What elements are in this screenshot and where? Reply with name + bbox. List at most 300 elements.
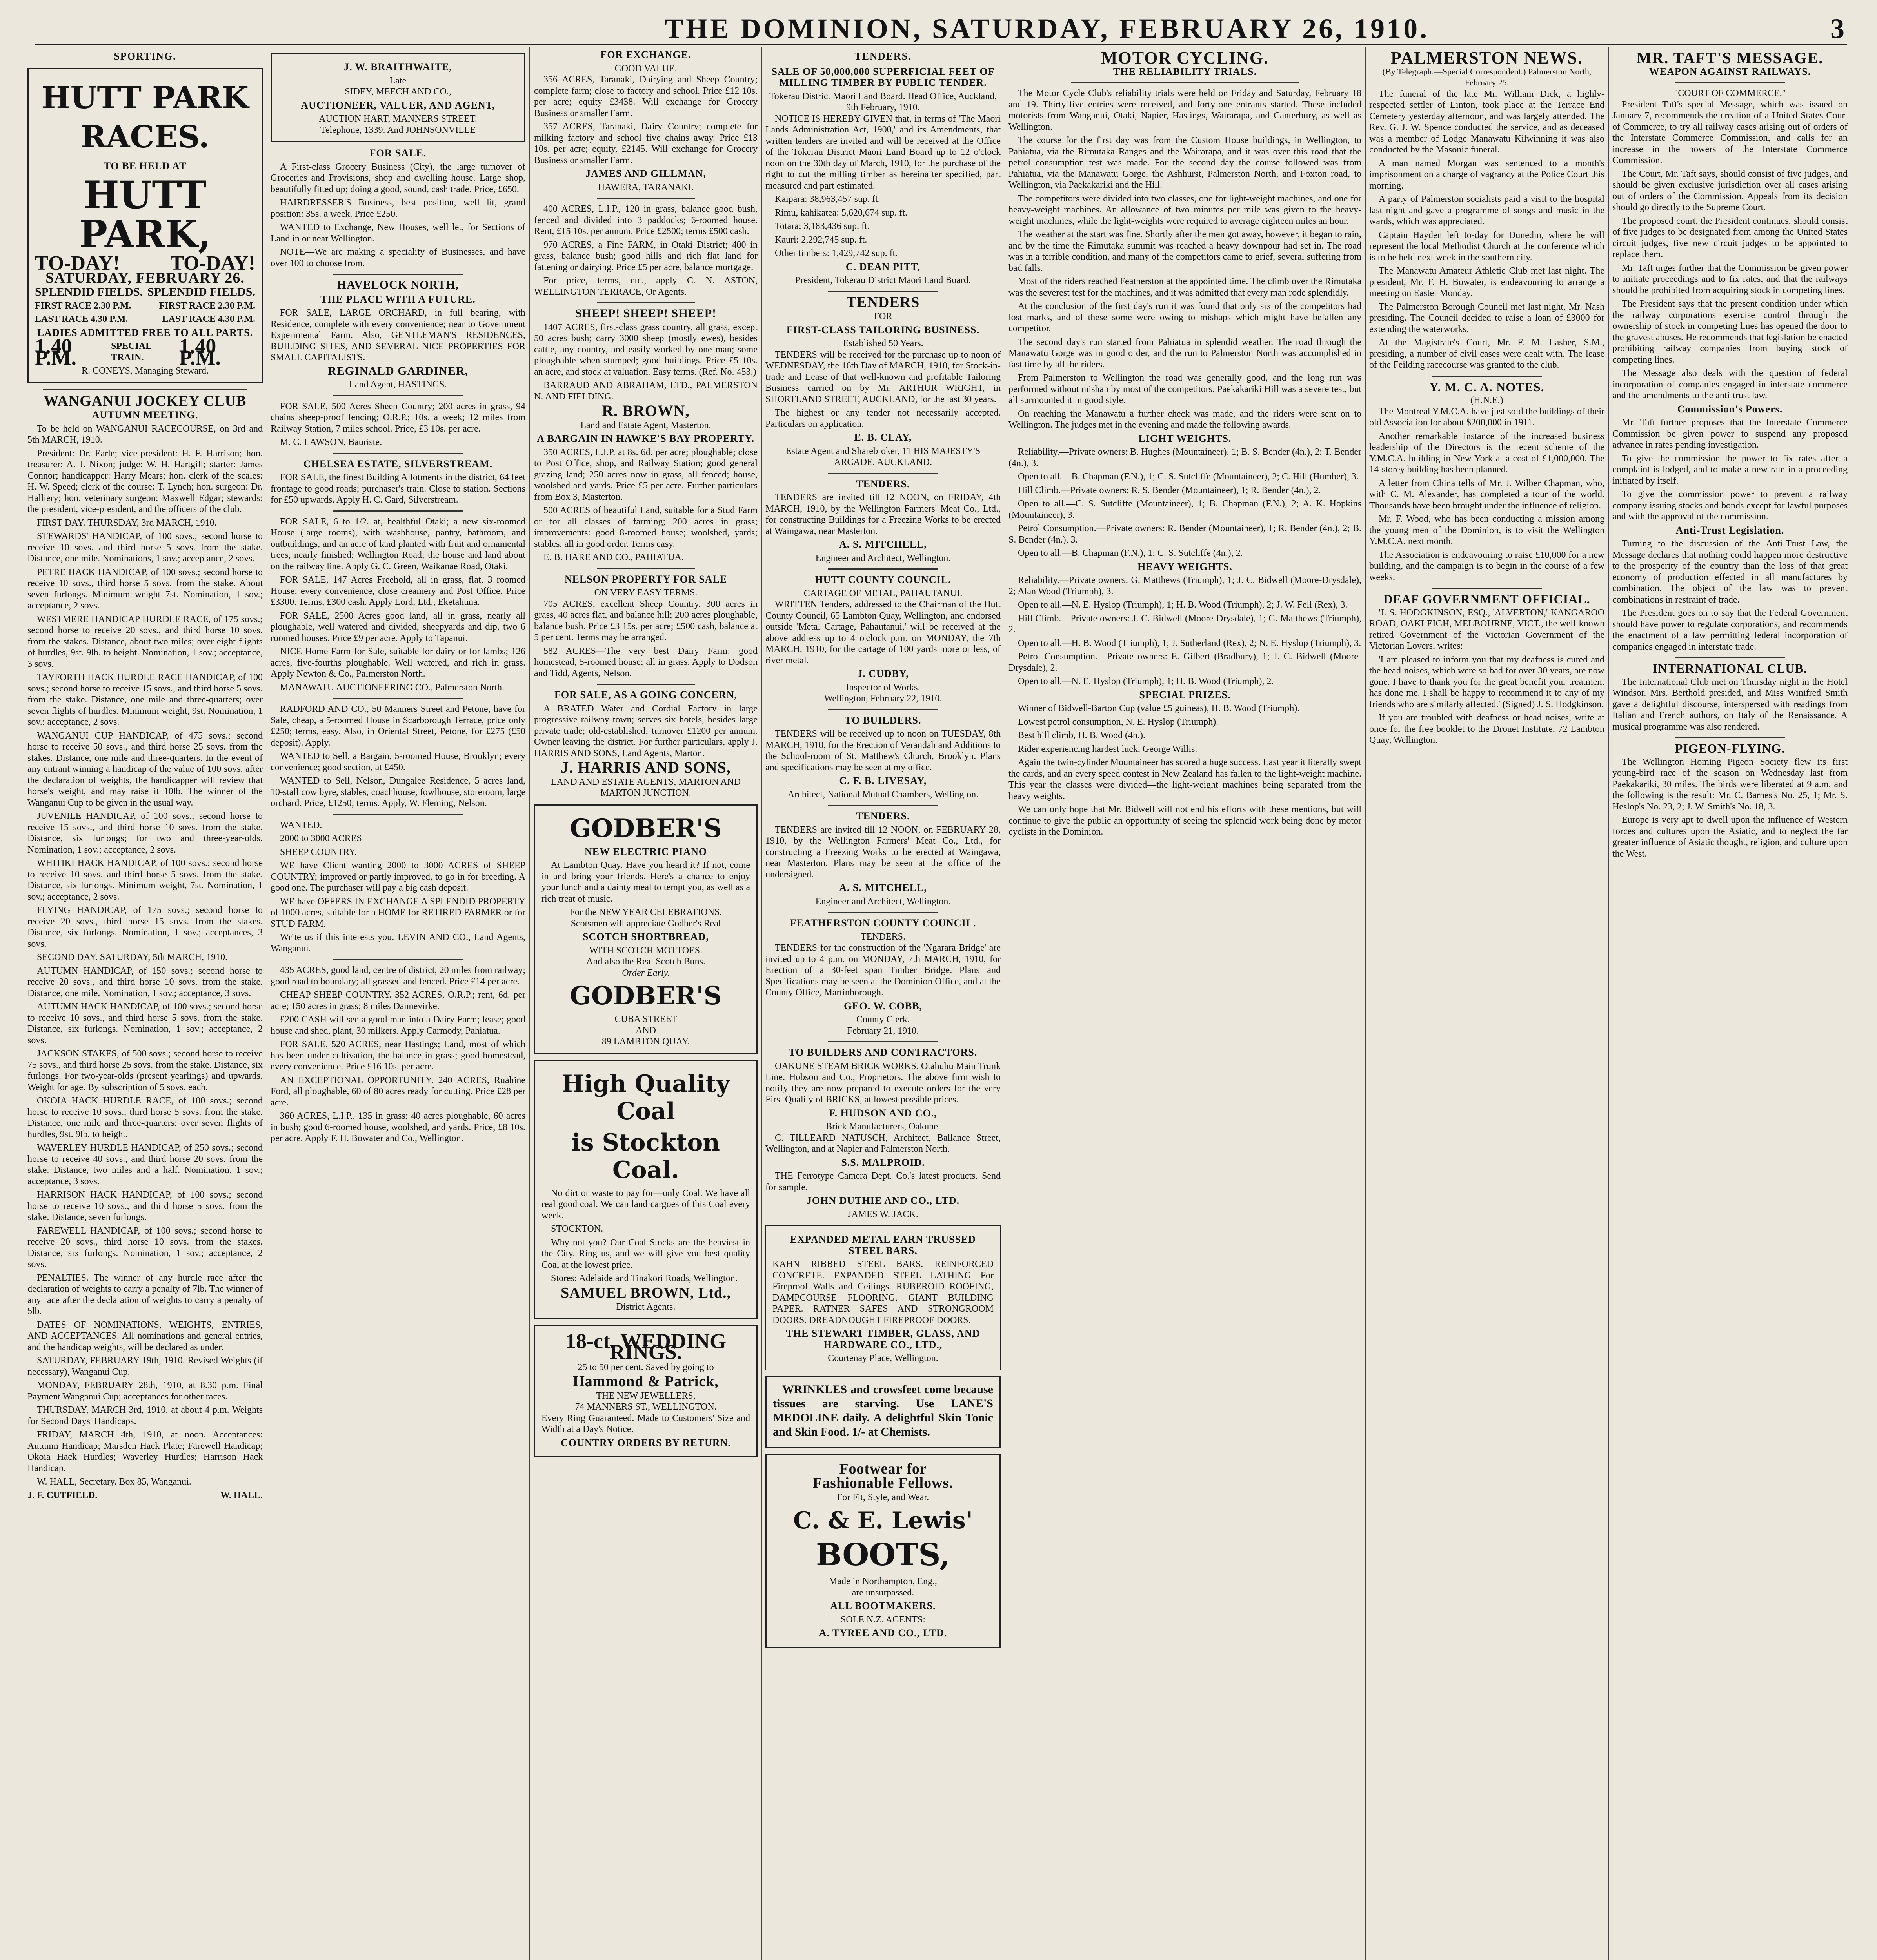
paragraph: 435 ACRES, good land, centre of district, 20 miles from railway; good road to boundary; all grassed and fenced. Price £14 per acre. xyxy=(271,965,525,987)
paragraph: FOR SALE, 147 Acres Freehold, all in grass, flat, 3 roomed House; every convenience, close creamery and Post Office. Price £3300. Terms, £300 cash. Apply Lord, Ltd., Eketahuna. xyxy=(271,575,525,607)
column-taft xyxy=(1612,47,1848,1960)
today-left: TO-DAY! xyxy=(35,252,120,274)
motor-title: MOTOR CYCLING. xyxy=(1101,48,1269,67)
godber-addr3: 89 LAMBTON QUAY. xyxy=(601,1036,690,1047)
motor-sub: THE RELIABILITY TRIALS. xyxy=(1113,65,1257,77)
tenders3-title: TENDERS. xyxy=(856,810,910,822)
godber-mottoes: WITH SCOTCH MOTTOES. xyxy=(589,945,703,956)
clay-sub: Estate Agent and Sharebroker, 11 HIS MAJESTY'S ARCADE, AUCKLAND. xyxy=(785,446,981,467)
mitchell-sub: Engineer and Architect, Wellington. xyxy=(815,553,951,563)
paragraph: Open to all.—N. E. Hyslop (Triumph), 1; H. B. Wood (Triumph), 2. xyxy=(1018,676,1274,686)
last-race-right: LAST RACE 4.30 P.M. xyxy=(162,314,255,324)
godber-title-2: GODBER'S xyxy=(570,981,722,1011)
divider xyxy=(828,709,938,710)
special-results xyxy=(1008,703,1361,755)
wedding-rings-ad xyxy=(534,1325,758,1458)
nelson-sub: ON VERY EASY TERMS. xyxy=(594,588,698,598)
lewis-boots-ad xyxy=(765,1454,1001,1648)
taft-body xyxy=(1612,99,1848,401)
motor-tail xyxy=(1008,757,1361,838)
boots-l2: Fashionable Fellows. xyxy=(813,1475,953,1491)
divider xyxy=(828,912,938,913)
nelson-title: NELSON PROPERTY FOR SALE xyxy=(564,573,727,585)
table-row: Rimu, kahikatea: 5,620,674 sup. ft. xyxy=(775,207,907,218)
fields-right: SPLENDID FIELDS. xyxy=(147,285,255,298)
farms-list xyxy=(271,516,525,693)
intl-body xyxy=(1612,677,1848,733)
column-houses-land xyxy=(534,47,758,1960)
divider xyxy=(597,302,695,303)
mitchell2-sub: Engineer and Architect, Wellington. xyxy=(815,896,951,907)
rings-firm: Hammond & Patrick, xyxy=(573,1373,719,1390)
for-sale-body xyxy=(271,162,525,269)
paragraph: 500 ACRES of beautiful Land, suitable for a Stud Farm or for all classes of farming; 200 acres in grass; improvements: good 8-roomed house; woolshed, yards; stables, all in good order. Terms easy. xyxy=(534,505,758,549)
divider xyxy=(1071,82,1299,83)
paragraph: Petrol Consumption.—Private owners: E. Gilbert (Bradbury), 1; J. C. Bidwell (Moore-Drysdale), 2. xyxy=(1008,652,1361,673)
paragraph: RADFORD AND CO., 50 Manners Street and Petone, have for Sale, cheap, a 5-roomed House in Scarborough Terrace, price only £250; terms, easy. Also, in Oriental Street, Petone, for £275 (£50 deposit). Apply. xyxy=(271,704,525,748)
radford-ad xyxy=(271,704,525,809)
paragraph: TAYFORTH HACK HURDLE RACE HANDICAP, of 100 sovs.; second horse to receive 15 sovs., and third horse 5 sovs. from the stake. Distance, one mile and three-quarters; over seven flights of hurdles. Minimum weight, 9st. Nomination, 1 sov.; acceptance, 2 sovs. xyxy=(27,672,263,727)
godber-order: Order Early. xyxy=(622,967,670,978)
rings-sub: 25 to 50 per cent. Saved by going to xyxy=(578,1362,714,1372)
clay-name: E. B. CLAY, xyxy=(854,432,912,443)
column-palmerston xyxy=(1369,47,1604,1960)
paragraph: WANGANUI CUP HANDICAP, of 475 sovs.; second horse to receive 50 sovs., and third horse 25 sovs. from the stakes. Distance, one mile and three-quarters. In the event of any entrant winning a handicap of the value of 100 sovs. after the declaration of weights, the handicapper will review that horse's weight, and may raise it 10lb. The winner of the Wanganui Cup to be given in the usual way. xyxy=(27,730,263,808)
fields-left: SPLENDID FIELDS. xyxy=(35,285,143,298)
exchange-title: FOR EXCHANGE. xyxy=(600,49,691,60)
gardiner-name: REGINALD GARDINER, xyxy=(327,364,469,377)
palmerston-body xyxy=(1369,89,1604,371)
chelsea-title: CHELSEA ESTATE, SILVERSTREAM. xyxy=(303,458,493,470)
timber-sale-sub: Tokerau District Maori Land Board. Head Office, Auckland, 9th February, 1910. xyxy=(769,91,997,113)
paragraph: Reliability.—Private owners: G. Matthews (Triumph), 1; J. C. Bidwell (Moore-Drysdale), 2; Alan Wood (Triumph), 3. xyxy=(1008,575,1361,597)
paragraph: Hill Climb.—Private owners: R. S. Bender (Mountaineer), 1; R. Bender (4n.), 2. xyxy=(1018,485,1321,495)
wanganui-title: WANGANUI JOCKEY CLUB xyxy=(44,392,247,409)
paragraph: AUTUMN HACK HANDICAP, of 100 sovs.; second horse to receive 10 sovs., and third horse 5 sovs. from the stake. Distance, six furlongs. Nomination, 1 sov.; acceptance, 2 sovs. xyxy=(27,1002,263,1045)
first-race-right: FIRST RACE 2.30 P.M. xyxy=(159,300,255,311)
divider xyxy=(333,274,463,275)
sheep-title: SHEEP! SHEEP! SHEEP! xyxy=(575,307,717,320)
paragraph: CHEAP SHEEP COUNTRY. 352 ACRES, O.R.P.; rent, 6d. per acre; 150 acres in grass; 8 miles Dannevirke. xyxy=(271,990,525,1011)
featherston-title: FEATHERSTON COUNTY COUNCIL. xyxy=(790,917,976,929)
exchange-sub: GOOD VALUE. xyxy=(614,63,677,74)
paragraph: FRIDAY, MARCH 4th, 1910, at noon. Acceptances: Autumn Handicap; Marsden Hack Plate; Farewell Handicap; Okoia Hack Hurdles; Waverley Hurdles; Harrison Hack Handicap. xyxy=(27,1430,263,1474)
boots-unsurp: are unsurpassed. xyxy=(852,1587,914,1598)
column-tenders xyxy=(765,47,1001,1960)
paragraph: Mr. Taft further proposes that the Interstate Commerce Commission be given power to suspend any proposed advance in rates pending investigation. xyxy=(1612,417,1848,450)
rings-sub2: THE NEW JEWELLERS, xyxy=(596,1390,696,1401)
paragraph: The President says that the present condition under which the railway corporations exercise control through the ownership of stock in competing lines has opened the door to the gravest abuses. He recommends that legislation be enacted prohibiting railway companies from buying stock of competing lines. xyxy=(1612,299,1848,365)
paragraph: AN EXCEPTIONAL OPPORTUNITY. 240 ACRES, Ruahine Ford, all ploughable, 60 of 80 acres ready for cutting. Price £28 per acre. xyxy=(271,1075,525,1108)
timber-table xyxy=(765,194,1001,259)
light-results xyxy=(1008,446,1361,559)
paragraph: OKOIA HACK HURDLE RACE, of 100 sovs.; second horse to receive 10 sovs., third horse 5 sovs. from the stake. Distance, one mile and three-quarters; over seven flights of hurdles, 9st. 9lb. to height. xyxy=(27,1096,263,1140)
harris-sub: LAND AND ESTATE AGENTS, MARTON AND MARTON JUNCTION. xyxy=(551,777,741,798)
divider xyxy=(43,389,247,390)
divider xyxy=(597,568,695,569)
hare-ad xyxy=(534,505,758,563)
livesay-name: C. F. B. LIVESAY, xyxy=(839,775,927,786)
column-rule xyxy=(761,47,762,1960)
hutt-held: TO BE HELD AT xyxy=(104,160,187,172)
cobb-name: GEO. W. COBB, xyxy=(843,1000,923,1012)
godber-body: At Lambton Quay. Have you heard it? If not, come in and bring your friends. Here's a chance to enjoy your lunch and a dainty meal to tempt you, as well as a rich treat of music. xyxy=(541,860,750,904)
livesay-sub: Architect, National Mutual Chambers, Wellington. xyxy=(787,789,979,800)
paragraph: DATES OF NOMINATIONS, WEIGHTS, ENTRIES, AND ACCEPTANCES. All nominations and general entries, and the handicap weights, will be declared as under. xyxy=(27,1319,263,1352)
commission-body xyxy=(1612,417,1848,523)
train-time-left: 1.40 P.M. xyxy=(35,334,76,369)
havelock-body xyxy=(271,307,525,363)
paragraph: The Palmerston Borough Council met last night, Mr. Nash presiding. The Council decided to raise a loan of £3000 for extending the waterworks. xyxy=(1369,301,1604,334)
paragraph: Why not you? Our Coal Stocks are the heaviest in the City. Ring us, and we will give you best quality Coal at the lowest price. xyxy=(541,1237,750,1270)
mitchell2-name: A. S. MITCHELL, xyxy=(839,882,927,893)
cobb-sub: County Clerk. xyxy=(856,1014,910,1025)
motor-body xyxy=(1008,88,1361,431)
paragraph: WANTED to Sell, a Bargain, 5-roomed House, Brooklyn; every convenience; good section, at £450. xyxy=(271,751,525,773)
paragraph: WE have Client wanting 2000 to 3000 ACRES of SHEEP COUNTRY; improved or partly improved, to go in for breeding. A good one. The purchaser will pay a big cash deposit. xyxy=(271,860,525,893)
divider xyxy=(597,684,695,685)
ss-title: S.S. MALPROID. xyxy=(841,1156,925,1168)
paragraph: Europe is very apt to dwell upon the influence of Western forces and cultures upon the Asiatic, and to neglect the far greater influence of Asiatic thought, religion, and culture upon the West. xyxy=(1612,815,1848,859)
paragraph: At the Magistrate's Court, Mr. F. M. Lasher, S.M., presiding, a number of civil cases were dealt with. The lease of the Feilding racecourse was granted to the club. xyxy=(1369,338,1604,370)
divider xyxy=(828,568,938,570)
paragraph: 350 ACRES, L.I.P. at 8s. 6d. per acre; ploughable; close to Post Office, shop, and Railway Station; good general grazing land; 250 acres now in grass, all fenced; house, woolshed and yards. Price £5 per acre. Further particulars from Box 3, Masterton. xyxy=(534,447,758,502)
column-rule xyxy=(1365,47,1366,1960)
paragraph: Mr. F. Wood, who has been conducting a mission among the young men of the Dominion, is to visit the Wellington Y.M.C.A. next month. xyxy=(1369,514,1604,546)
for-sale-heading: FOR SALE. xyxy=(369,147,427,159)
paragraph: WE have OFFERS IN EXCHANGE A SPLENDID PROPERTY of 1000 acres, suitable for a HOME for RETIRED FARMER or for STUD FARM. xyxy=(271,896,525,929)
medoline-text: WRINKLES and crowsfeet come because tissues are starving. Use LANE'S MEDOLINE daily. A delightful Skin Tonic and Skin Food. 1/- at Chemists. xyxy=(773,1383,993,1438)
hutt-park: HUTT PARK, xyxy=(79,173,211,256)
divider xyxy=(1675,82,1785,83)
gardiner-sub: Land Agent, HASTINGS. xyxy=(349,379,447,390)
rings-addr: 74 MANNERS ST., WELLINGTON. xyxy=(575,1402,717,1412)
paragraph: 'I am pleased to inform you that my deafness is cured and the head-noises, which were so bad for over 30 years, are now gone. I have to thank you for the great benefit your treatment has done me. I shall be happy to recommend it to any of my friends who are similarly affected.' (Signed) J. S. Hodgkinson. xyxy=(1369,654,1604,710)
paragraph: Write us if this interests you. LEVIN AND CO., Land Agents, Wanganui. xyxy=(271,932,525,954)
paragraph: President: Dr. Earle; vice-president: H. F. Harrison; hon. treasurer: A. J. Nixon; judge: W. H. Hartgill; starter: James Connor; handicapper: Harry Mears; hon. clerk of the scales: H. W. Speed; clerk of the course: T. Lynch; hon. surgeon: Dr. Halliery; hon. veterinary surgeon: Maxwell Edgar; stewards: the president, vice-president, and the officers of the club. xyxy=(27,448,263,514)
paragraph: 582 ACRES—The very best Dairy Farm: good homestead, 5-roomed house; all in grass. Apply to Dodson and Tidd, Agents, Nelson. xyxy=(534,646,758,679)
cudby-name: J. CUDBY, xyxy=(857,668,909,679)
palmerston-by: (By Telegraph.—Special Correspondent.) Palmerston North, February 25. xyxy=(1382,66,1592,87)
paragraph: The Message also deals with the question of federal incorporation of companies engaged in interstate commerce and the amendments to the anti-trust law. xyxy=(1612,368,1848,401)
ladies-free: LADIES ADMITTED FREE TO ALL PARTS. xyxy=(37,327,253,338)
stockton-coal-ad xyxy=(534,1060,758,1319)
paragraph: NICE Home Farm for Sale, suitable for dairy or for lambs; 126 acres, five-fourths ploughable. Well watered, and rich in grass. Apply Newton & Co., Palmerston North. xyxy=(271,646,525,679)
braithwaite-firm: SIDEY, MEECH AND CO., xyxy=(345,87,451,97)
cudby-date: Wellington, February 22, 1910. xyxy=(824,693,942,704)
boots-agent: A. TYREE AND CO., LTD. xyxy=(819,1627,947,1639)
godber-shortbread: SCOTCH SHORTBREAD, xyxy=(583,931,709,942)
paragraph: The second day's run started from Pahiatua in splendid weather. The road through the Manawatu Gorge was in good order, and the run to Palmerston North was accomplished in fast time by all the riders. xyxy=(1008,337,1361,370)
paragraph: FIRST DAY. THURSDAY, 3rd MARCH, 1910. xyxy=(37,517,217,528)
taft-sub: WEAPON AGAINST RAILWAYS. xyxy=(1649,65,1811,77)
braithwaite-late: Late xyxy=(389,75,407,86)
paragraph: 360 ACRES, L.I.P., 135 in grass; 40 acres ploughable, 60 acres in bush; good 6-roomed house, woolshed, and yards. Price, £8 10s. per acre. Apply F. H. Bowater and Co., Wellington. xyxy=(271,1111,525,1143)
samuel-brown-sub: District Agents. xyxy=(616,1302,676,1312)
wanganui-body xyxy=(27,423,263,1488)
rings-body: Every Ring Guaranteed. Made to Customers' Size and Width at a Day's Notice. xyxy=(541,1413,750,1434)
taft-title: MR. TAFT'S MESSAGE. xyxy=(1636,49,1824,67)
paragraph: SATURDAY, FEBRUARY 19th, 1910. Revised Weights (if necessary), Wanganui Cup. xyxy=(27,1356,263,1377)
bargain-body xyxy=(534,447,758,503)
paragraph: HAIRDRESSER'S Business, best position, well lit, grand position: 35s. a week. Price £250. xyxy=(271,198,525,219)
train-time-right: 1.40 P.M. xyxy=(179,334,221,369)
paragraph: A man named Morgan was sentenced to a month's imprisonment on a charge of vagrancy at the Police Court this morning. xyxy=(1369,158,1604,191)
column-land-wanted xyxy=(271,47,525,1960)
mitchell-name: A. S. MITCHELL, xyxy=(839,539,927,550)
paragraph: FAREWELL HANDICAP, of 100 sovs.; second horse to receive 20 sovs., third horse 10 sovs. from the stakes. Distance, six furlongs. Nomination, 1 sov.; acceptance, 2 sovs. xyxy=(27,1225,263,1269)
ymca-sub: (H.N.E.) xyxy=(1470,395,1503,405)
paragraph: To give the commission power to prevent a railway company issuing stocks and bonds except for lawful purposes and with the approval of the commission. xyxy=(1612,489,1848,522)
havelock-sub: THE PLACE WITH A FUTURE. xyxy=(320,293,476,305)
paragraph: Winner of Bidwell-Barton Cup (value £5 guineas), H. B. Wood (Triumph). xyxy=(1018,703,1300,713)
paragraph: Captain Hayden left to-day for Dunedin, where he will represent the local Methodist Church at the conference which is to be held next week in the southern city. xyxy=(1369,230,1604,263)
going-concern-title: FOR SALE, AS A GOING CONCERN, xyxy=(554,689,738,701)
wanganui-secretary: W. HALL. xyxy=(220,1490,263,1501)
paragraph: A First-class Grocery Business (City), the large turnover of Groceries and Provisions, shop and dwelling house. Large shop, beautifully fitted up; doing a good, sound, cash trade. Price, £650. xyxy=(271,162,525,194)
paragraph: Mr. Taft urges further that the Commission be given power to initiate proceedings and to fix rates, and that the railways should be prohibited from acquiring stock in competing lines. xyxy=(1612,263,1848,296)
contractors-body: OAKUNE STEAM BRICK WORKS. Otahuhu Main Trunk Line. Hobson and Co., Proprietors. The above firm wish to notify they are now prepared to execute orders for the very First Quality of BRICKS, at lowest possible prices. xyxy=(765,1061,1001,1105)
paragraph: PETRE HACK HANDICAP, of 100 sovs.; second horse to receive 10 sovs., third horse 5 sovs. from the stake. About seven furlongs. Minimum weight 7st. Nomination, 1 sov.; acceptance, 2 sovs. xyxy=(27,567,263,611)
paragraph: Best hill climb, H. B. Wood (4n.). xyxy=(1018,730,1145,740)
paragraph: Another remarkable instance of the increased business leadership of the Directors is the recent scheme of the Y.M.C.A. building in New York at a cost of £1,000,000. The 14-storey building has been planned. xyxy=(1369,431,1604,475)
paragraph: To be held on WANGANUI RACECOURSE, on 3rd and 5th MARCH, 1910. xyxy=(27,423,263,445)
paragraph: W. HALL, Secretary. Box 85, Wanganui. xyxy=(37,1477,191,1487)
godber-sub: NEW ELECTRIC PIANO xyxy=(584,846,707,857)
coal-line1: High Quality Coal xyxy=(561,1070,730,1125)
tailoring-for: FOR xyxy=(874,311,892,321)
paragraph: FOR SALE, 2500 Acres good land, all in grass, nearly all ploughable, well watered and divided, sheepyards and dip, two 6 roomed houses. Price £9 per acre. Apply to Tapanui. xyxy=(271,610,525,643)
column-motor-cycling xyxy=(1008,47,1361,1960)
paragraph: FOR SALE, LARGE ORCHARD, in full bearing, with Residence, complete with every convenience; near to Government Experimental Farm. Also, GENTLEMAN'S RESIDENCES, BUILDING SITES, AND SEVERAL NICE PROPERTIES FOR SMALL CAPITALISTS. xyxy=(271,308,525,363)
divider xyxy=(333,959,463,960)
paragraph: Open to all.—H. B. Wood (Triumph), 1; J. Sutherland (Rex), 2; N. E. Hyslop (Triumph), 3. xyxy=(1018,638,1361,648)
ss-body: THE Ferrotype Camera Dept. Co.'s latest products. Send for sample. xyxy=(765,1171,1001,1192)
hutt-county-sub: CARTAGE OF METAL, PAHAUTANUI. xyxy=(803,588,963,599)
paragraph: MONDAY, FEBRUARY 28th, 1910, at 8.30 p.m. Final Payment Wanganui Cup; acceptances for other races. xyxy=(27,1380,263,1402)
paragraph: WANTED to Exchange, New Houses, well let, for Sections of Land in or near Wellington. xyxy=(271,222,525,244)
braithwaite-ad xyxy=(271,53,525,142)
hutt-county-title: HUTT COUNTY COUNCIL. xyxy=(815,574,951,585)
duthie-name: JOHN DUTHIE AND CO., LTD. xyxy=(806,1195,960,1206)
divider xyxy=(333,698,463,699)
paragraph: For price, terms, etc., apply C. N. ASTON, WELLINGTON TERRACE, Or Agents. xyxy=(534,276,758,297)
paragraph: FLYING HANDICAP, of 175 sovs.; second horse to receive 20 sovs., third horse 15 sovs. from the stakes. Distance, six furlongs. Nomination, 1 sov.; acceptances, 3 sovs. xyxy=(27,905,263,949)
stewart-name: THE STEWART TIMBER, GLASS, AND HARDWARE CO., LTD., xyxy=(786,1328,980,1350)
paragraph: Petrol Consumption.—Private owners: R. Bender (Mountaineer), 1; R. Bender (4n.), 2; B. S. Bender (4n.), 3. xyxy=(1008,523,1361,545)
heavy-results xyxy=(1008,575,1361,687)
hudson-name: F. HUDSON AND CO., xyxy=(829,1107,937,1119)
metal-title: EXPANDED METAL EARN TRUSSED STEEL BARS. xyxy=(790,1234,976,1256)
divider xyxy=(597,198,695,199)
paragraph: The Wellington Homing Pigeon Society flew its first young-bird race of the season on Wednesday last from Paekakariki, 30 miles. The birds were liberated at 9 a.m. and the following is the result: Mr. C. Barnes's No. 25, 1; Mr. S. Heslop's No. 23, 2; J. W. Smith's No. 18, 3. xyxy=(1612,757,1848,812)
paragraph: If you are troubled with deafness or head noises, write at once for the free booklet to the Drouet Institute, 72 Lambton Quay, Wellington. xyxy=(1369,713,1604,745)
paragraph: The Montreal Y.M.C.A. have just sold the buildings of their old Association for about $200,000 in 1911. xyxy=(1369,406,1604,428)
paragraph: Stores: Adelaide and Tinakori Roads, Wellington. xyxy=(551,1273,738,1283)
tailoring-title: TENDERS xyxy=(846,294,920,310)
tailoring-sub: FIRST-CLASS TAILORING BUSINESS. xyxy=(786,324,980,336)
havelock-title: HAVELOCK NORTH, xyxy=(337,278,459,291)
rings-country: COUNTRY ORDERS BY RETURN. xyxy=(561,1437,731,1448)
featherston-sub: TENDERS. xyxy=(861,931,905,942)
bargain-title: A BARGAIN IN HAWKE'S BAY PROPERTY. xyxy=(537,433,755,444)
tailoring-body xyxy=(765,349,1001,430)
hutt-county-body: WRITTEN Tenders, addressed to the Chairman of the Hutt County Council, 65 Lambton Quay, Wellington, and endorsed outside 'Metal Cartage, Pahautanui,' will be received at the above address up to 4 o'clock p.m. on MONDAY, the 7th MARCH, 1910, for the cartage of 100 yards more or less, of river metal. xyxy=(765,599,1001,666)
paragraph: FOR SALE, the finest Building Allotments in the district, 64 feet frontage to good roads; purchaser's train. Close to station. Sections for £50 upwards. Apply H. C. Gard, Silverstream. xyxy=(271,472,525,505)
paragraph: MANAWATU AUCTIONEERING CO., Palmerston North. xyxy=(280,682,505,693)
light-heading: LIGHT WEIGHTS. xyxy=(1138,432,1232,444)
timber-sale-title: SALE OF 50,000,000 SUPERFICIAL FEET OF MILLING TIMBER BY PUBLIC TENDER. xyxy=(771,65,995,88)
hutt-park-races-ad xyxy=(27,68,263,383)
divider xyxy=(333,510,463,512)
paragraph: 'J. S. HODGKINSON, ESQ., 'ALVERTON,' KANGAROO ROAD, OAKLEIGH, MELBOURNE, VICT., the well-known retired Government of the Victorian Government of the Victorian Lovers, writes: xyxy=(1369,607,1604,651)
managing-steward: R. CONEYS, Managing Steward. xyxy=(82,366,209,376)
paragraph: WHITIKI HACK HANDICAP, of 100 sovs.; second horse to receive 10 sovs. and third horse 5 sovs. from the stake. Distance, six furlongs. Minimum weight, 7st. Nomination, 1 sov.; acceptance, 2 sovs. xyxy=(27,858,263,902)
paragraph: The Motor Cycle Club's reliability trials were held on Friday and Saturday, February 18 and 19. Thirty-five entries were received, and forty-one entrants started. These included motorists from Wanganui, Otaki, Napier, Hastings, Wairarapa, and Canterbury, as well as Wellington. xyxy=(1008,88,1361,132)
paragraph: STOCKTON. xyxy=(551,1224,603,1234)
hudson-sub: Brick Manufacturers, Oakune. xyxy=(826,1122,940,1132)
paragraph: 2000 to 3000 ACRES xyxy=(280,833,362,844)
samuel-brown: SAMUEL BROWN, Ltd., xyxy=(561,1284,731,1301)
tenders2-body: TENDERS are invited till 12 NOON, on FRIDAY, 4th MARCH, 1910, by the Wellington Farmers' Meat Co., Ltd., for constructing Buildings for a Freezing Works to be erected at Waingawa, near Masterton. xyxy=(765,492,1001,536)
cudby-sub: Inspector of Works. xyxy=(846,682,920,693)
page-title: THE DOMINION, SATURDAY, FEBRUARY 26, 1910. xyxy=(664,13,1430,44)
featherston-body: TENDERS for the construction of the 'Ngarara Bridge' are invited up to 4 p.m. on MONDAY, 7th MARCH, 1910, for Erection of a 30-feet span Timber Bridge. Plans and Specifications may be seen at the Dominion Office, and at the County Office, Martinborough. xyxy=(765,943,1001,998)
wanganui-president: J. F. CUTFIELD. xyxy=(27,1490,98,1501)
paragraph: The funeral of the late Mr. William Dick, a highly-respected settler of Linton, took place at the Terrace End Cemetery yesterday afternoon, and was largely attended. The Rev. G. J. W. Spence conducted the service, and as deceased was a member of Lodge Manawatu Kilwinning it was also conducted by the Masonic funeral. xyxy=(1369,89,1604,155)
nelson-body xyxy=(534,599,758,679)
palmerston-title: PALMERSTON NEWS. xyxy=(1390,48,1583,67)
medoline-ad xyxy=(765,1376,1001,1448)
today-right: TO-DAY! xyxy=(170,252,255,274)
special-heading: SPECIAL PRIZES. xyxy=(1139,689,1231,701)
ymca-title: Y. M. C. A. NOTES. xyxy=(1429,379,1544,394)
taft-sub2: "COURT OF COMMERCE." xyxy=(1674,88,1786,98)
first-race-left: FIRST RACE 2.30 P.M. xyxy=(35,300,131,311)
expanded-metal-ad xyxy=(765,1225,1001,1370)
table-row: Other timbers: 1,429,742 sup. ft. xyxy=(775,248,898,258)
braithwaite-name: J. W. BRAITHWAITE, xyxy=(344,61,452,73)
paragraph: The weather at the start was fine. Shortly after the men got away, however, it began to rain, and by the time the Rimutaka summit was reached a heavy downpour had set in. The road was in a terrible condition, and many of the competitors came to grief, several suffering from bad falls. xyxy=(1008,229,1361,273)
paragraph: Reliability.—Private owners: B. Hughes (Mountaineer), 1; B. S. Bender (4n.), 2; T. Bender (4n.), 3. xyxy=(1008,447,1361,468)
paragraph: WAVERLEY HURDLE HANDICAP, of 250 sovs.; second horse to receive 40 sovs., and third horse 20 sovs. from the stake. Distance, two miles and a half. Nomination, 1 sov.; acceptance, 3 sovs. xyxy=(27,1143,263,1187)
builders-body: TENDERS will be received up to noon on TUESDAY, 8th MARCH, 1910, for the Erection of Verandah and Additions to the School-room of St. Matthew's Church, Brooklyn. Plans and specifications may be seen at my office. xyxy=(765,729,1001,773)
paragraph: HARRISON HACK HANDICAP, of 100 sovs.; second horse to receive 10 sovs., and third horse 5 sovs. from the stake. Distance, seven furlongs. xyxy=(27,1190,263,1222)
divider xyxy=(333,453,463,454)
pitt-name: C. DEAN PITT, xyxy=(845,261,921,272)
exchange-body xyxy=(534,74,758,166)
pitt-sub: President, Tokerau District Maori Land Board. xyxy=(795,275,971,285)
table-row: Kaipara: 38,963,457 sup. ft. xyxy=(775,194,880,204)
deaf-title: DEAF GOVERNMENT OFFICIAL. xyxy=(1383,592,1590,606)
divider xyxy=(828,1041,938,1042)
pigeon-title: PIGEON-FLYING. xyxy=(1675,741,1785,755)
contractors-title: TO BUILDERS AND CONTRACTORS. xyxy=(789,1047,978,1058)
godber-addr2: AND xyxy=(636,1025,656,1036)
paragraph: THURSDAY, MARCH 3rd, 1910, at about 4 p.m. Weights for Second Days' Handicaps. xyxy=(27,1405,263,1426)
paragraph: 1407 ACRES, first-class grass country, all grass, except 50 acres bush; carry 3000 sheep (mostly ewes), besides cattle, any country, and easily worked by one man; some ploughable when stumped; good buildings. Price £5 10s. an acre, and stock at valuation. Easy terms. (Ref. No. 453.) xyxy=(534,322,758,377)
commission-heading: Commission's Powers. xyxy=(1677,403,1783,415)
column-sporting xyxy=(27,47,263,1960)
intl-title: INTERNATIONAL CLUB. xyxy=(1653,661,1807,675)
builders-title: TO BUILDERS. xyxy=(845,714,921,726)
braithwaite-tel: Telephone, 1339. And JOHNSONVILLE xyxy=(320,125,476,135)
wanted-sheep-country xyxy=(271,820,525,955)
paragraph: A letter from China tells of Mr. J. Wilber Chapman, who, with C. M. Alexander, has completed a tour of the world. Thousands have been brought under the influence of religion. xyxy=(1369,478,1604,511)
divider xyxy=(1675,737,1785,738)
paragraph: STEWARDS' HANDICAP, of 100 sovs.; second horse to receive 10 sovs. and third horse 5 sovs. from the stake. Distance, one mile. Nominations, 1 sov.; acceptance, 2 sovs. xyxy=(27,531,263,564)
paragraph: NOTE—We are making a speciality of Businesses, and have over 100 to choose from. xyxy=(271,247,525,269)
paragraph: The competitors were divided into two classes, one for light-weight machines, and one for heavy-weight machines. An allowance of two minutes per mile was given to the heavy-weight machines, while the light-weights were required to average eighteen miles an hour. xyxy=(1008,193,1361,226)
anti-body xyxy=(1612,538,1848,652)
jack-name: JAMES W. JACK. xyxy=(847,1209,919,1220)
table-row: Kauri: 2,292,745 sup. ft. xyxy=(775,234,867,245)
special-train: SPECIAL TRAIN. xyxy=(111,341,151,363)
section-heading: SPORTING. xyxy=(114,51,176,62)
page-number: 3 xyxy=(1830,13,1847,44)
last-race-left: LAST RACE 4.30 P.M. xyxy=(35,314,128,324)
paragraph: The course for the first day was from the Custom House buildings, in Wellington, to Pahiatua, via the Rimutaka Ranges and the Wairarapa, and it was over this road that the petrol consumption test was made. For the second day the course followed was from Pahiatua, via the Manawatu Gorge, the Ashhurst, Palmerston North, and Foxton road, to Wellington, via Paekakariki and the Hill. xyxy=(1008,135,1361,190)
paragraph: To give the commission the power to fix rates after a complaint is lodged, and to make a new rate in a proceeding initiated by itself. xyxy=(1612,453,1848,486)
ymca-body xyxy=(1369,406,1604,583)
james-gillman-sub: HAWERA, TARANAKI. xyxy=(598,182,694,192)
paragraph: SHEEP COUNTRY. xyxy=(280,847,357,857)
paragraph: 400 ACRES, L.I.P., 120 in grass, balance good bush, fenced and divided into 3 paddocks; 6-roomed house. Rent, £15 10s. per annum. Price £2500; terms £500 cash. xyxy=(534,204,758,236)
cobb-date: February 21, 1910. xyxy=(847,1025,919,1036)
divider xyxy=(1432,376,1542,377)
paragraph: 970 ACRES, a Fine FARM, in Otaki District; 400 in grass, balance bush; good hills and rich flat land for fattening or dairying. Price £5 per acre, balance mortgage. xyxy=(534,240,758,272)
paragraph: Again the twin-cylinder Mountaineer has scored a huge success. Last year it literally swept the cards, and an every speed contest in New Zealand has fallen to the light-weight machine. This year the classes were divided—the light-weight machines being separated from the heavy weights. xyxy=(1008,757,1361,801)
divider xyxy=(1432,588,1542,589)
godber-also: And also the Real Scotch Buns. xyxy=(586,956,705,967)
table-row: Totara: 3,183,436 sup. ft. xyxy=(775,221,870,231)
paragraph: E. B. HARE AND CO., PAHIATUA. xyxy=(543,552,684,563)
paragraph: President Taft's special Message, which was issued on January 7, recommends the creation of a United States Court of Commerce, to try all railway cases arising out of orders of the Interstate Commerce Commission, and calls for an increase in the powers of the Interstate Commerce Commission. xyxy=(1612,99,1848,165)
boots-word: BOOTS, xyxy=(816,1537,950,1573)
divider xyxy=(828,805,938,806)
paragraph: FOR SALE, 500 Acres Sheep Country; 200 acres in grass, 94 chains sheep-proof fencing; O.R.P.; 10s. a week; 12 miles from Railway Station, 7 miles school. Price, £3 10s. per acre. xyxy=(271,401,525,434)
paragraph: 357 ACRES, Taranaki, Dairy Country; complete for milking factory and school five chains away. Price £13 10s. per acre; equity, £2145. Will exchange for Grocery Business or smaller Farm. xyxy=(534,122,758,165)
paragraph: At the conclusion of the first day's run it was found that only six of the competitors had lost marks, and of these some were owing to mishaps which might have befallen any competitor. xyxy=(1008,301,1361,334)
paragraph: 356 ACRES, Taranaki, Dairying and Sheep Country; complete farm; close to factory and school. Price £12 10s. per acre; equity £3438. Will exchange for Grocery Business or smaller Farm. xyxy=(534,74,758,118)
paragraph: Lowest petrol consumption, N. E. Hyslop (Triumph). xyxy=(1018,717,1219,727)
paragraph: Open to all.—B. Chapman (F.N.), 1; C. S. Sutcliffe (Mountaineer), 2; C. Hill (Humber), 3. xyxy=(1018,472,1359,482)
metal-body: KAHN RIBBED STEEL BARS. REINFORCED CONCRETE. EXPANDED STEEL LATHING For Fireproof Walls and Ceilings. RUBEROID ROOFING, DAMPCOURSE FLOORING, GIANT BUILDING PAPER. RATNER SAFES AND STRONGROOM DOORS. DREADNOUGHT FIREPROOF DOORS. xyxy=(772,1259,994,1325)
deaf-body xyxy=(1369,607,1604,746)
paragraph: JACKSON STAKES, of 500 sovs.; second horse to receive 75 sovs., and third horse 25 sovs. from the stake. Distance, six furlongs. For two-year-olds (present yearlings) and upwards. Weight for age. By subscription of 5 sovs. each. xyxy=(27,1049,263,1093)
coal-line2: is Stockton Coal. xyxy=(572,1129,720,1184)
boots-l3: For Fit, Style, and Wear. xyxy=(837,1492,929,1503)
timber-sale-body: NOTICE IS HEREBY GIVEN that, in terms of 'The Maori Lands Administration Act, 1900,' and its Amendments, that written tenders are invited and will be received at the Office of the Tokerau District Maori Land Board up to 12 o'clock noon on the 30th day of March, 1910, for the purchase of the right to cut the milling timber as hereinafter specified, part measured and part estimated. xyxy=(765,113,1001,191)
paragraph: The Manawatu Amateur Athletic Club met last night. The president, Mr. F. H. Bowater, is endeavouring to arrange a meeting on Easter Monday. xyxy=(1369,266,1604,298)
paragraph: We can only hope that Mr. Bidwell will not end his efforts with these mentions, but will continue to give the public an opportunity of seeing the splendid work being done by motor cyclists in the Dominion. xyxy=(1008,804,1361,837)
paragraph: The President goes on to say that the Federal Government should have power to regulate corporations, and recommends the enactment of a law permitting federal incorporation of companies engaged in interstate trade. xyxy=(1612,608,1848,652)
paragraph: M. C. LAWSON, Bauriste. xyxy=(280,437,382,447)
tenders-heading: TENDERS. xyxy=(854,51,912,62)
otaki-ads xyxy=(534,203,758,298)
coal-body xyxy=(541,1188,750,1284)
paragraph: The Association is endeavouring to raise £10,000 for a new building, and the campaign is to begin in the course of a few weeks. xyxy=(1369,550,1604,583)
boots-made: Made in Northampton, Eng., xyxy=(829,1576,937,1586)
wanganui-sub: AUTUMN MEETING. xyxy=(92,409,198,421)
godber-scotch: Scotsmen will appreciate Godber's Real xyxy=(571,918,721,929)
paragraph: AUTUMN HANDICAP, of 150 sovs.; second horse to receive 20 sovs., and third horse 10 sovs. from the stake. Distance, one mile. Nomination, 1 sov.; acceptance, 3 sovs. xyxy=(27,965,263,998)
paragraph: Rider experiencing hardest luck, George Willis. xyxy=(1018,744,1197,754)
paragraph: Open to all.—C. S. Sutcliffe (Mountaineer), 1; B. Chapman (F.N.), 2; A. K. Hopkins (Mountaineer), 3. xyxy=(1008,499,1361,520)
column-rule xyxy=(1608,47,1609,1960)
paragraph: WANTED to Sell, Nelson, Dungalee Residence, 5 acres land, 10-stall cow byre, stables, coachhouse, fowlhouse, storeroom, large orchard. Price, £1250; terms. Apply, W. Fleming, Nelson. xyxy=(271,776,525,808)
masthead xyxy=(35,9,1847,45)
